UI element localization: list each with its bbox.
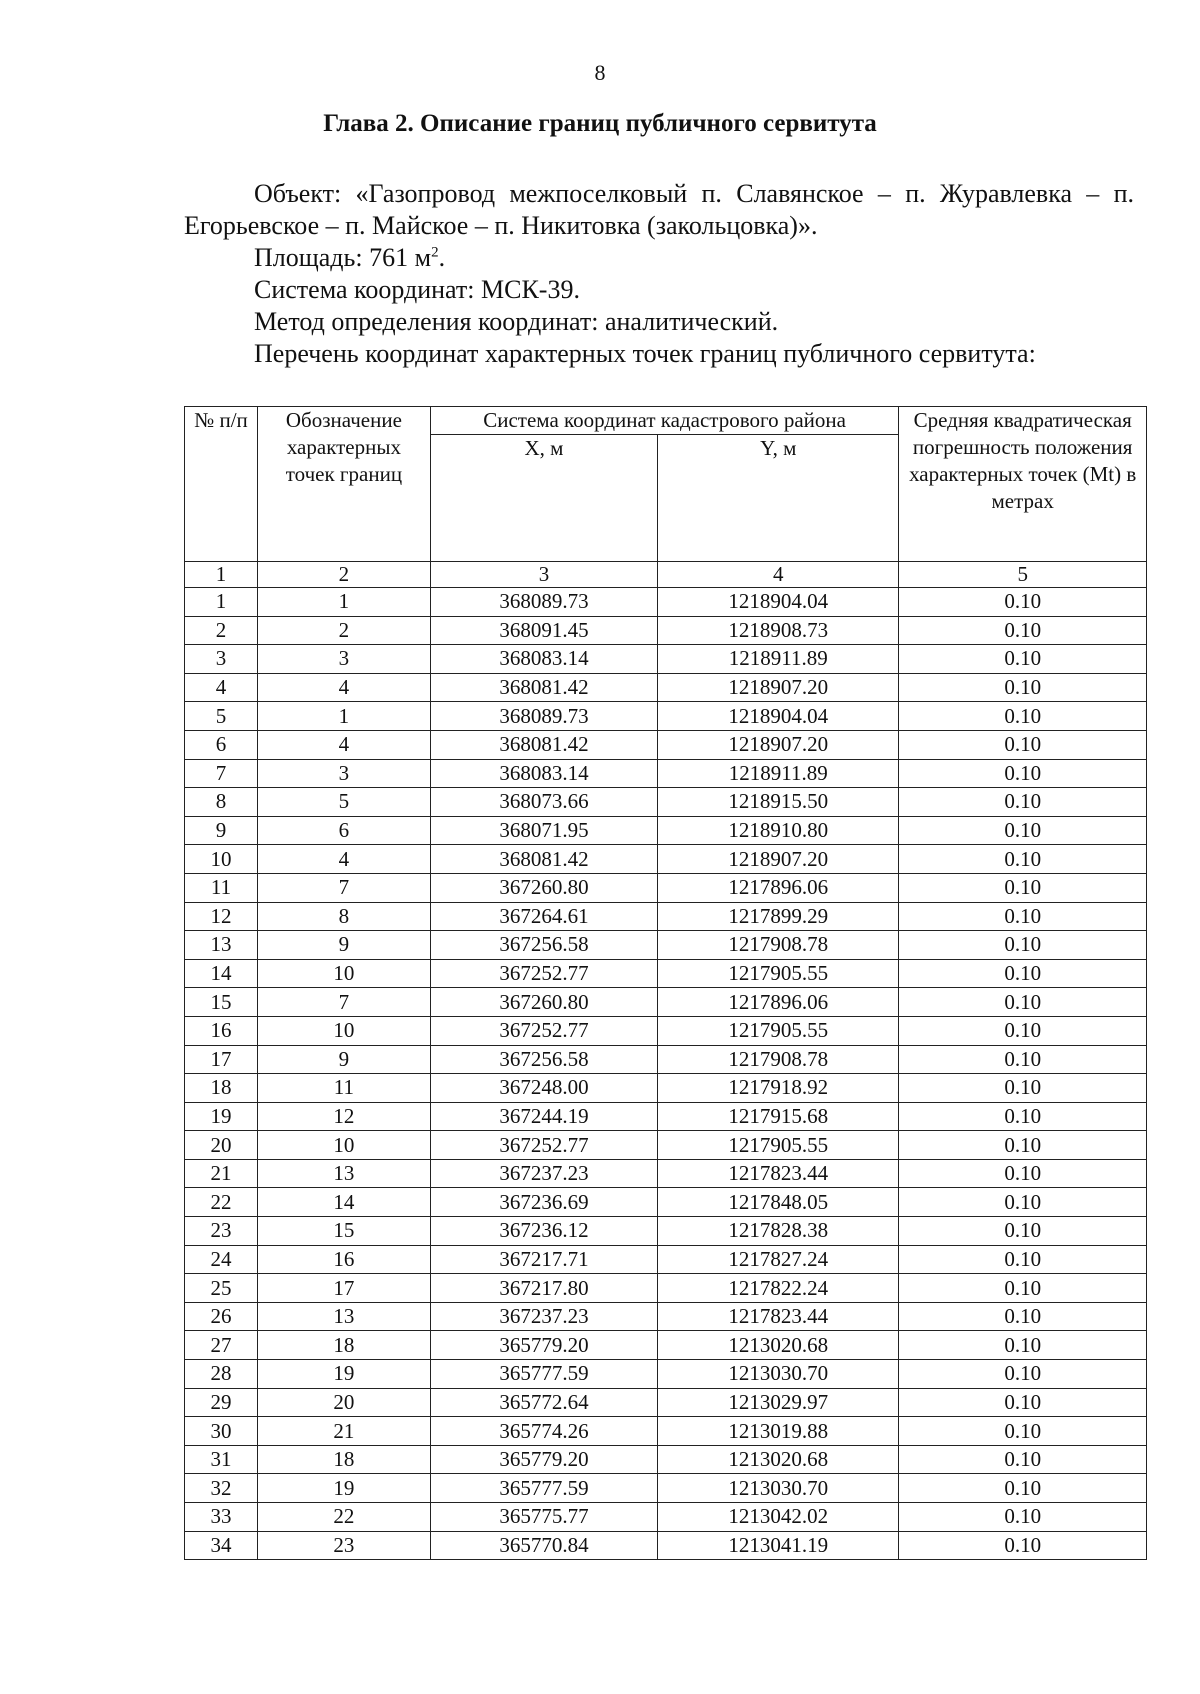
cell-error: 0.10	[899, 931, 1147, 960]
cell-num: 21	[185, 1159, 258, 1188]
cell-y: 1213029.97	[658, 1388, 899, 1417]
cell-point: 14	[258, 1188, 431, 1217]
cell-error: 0.10	[899, 1474, 1147, 1503]
cell-x: 368071.95	[430, 816, 657, 845]
cell-error: 0.10	[899, 1217, 1147, 1246]
object-description	[184, 178, 1134, 370]
cell-num: 5	[185, 702, 258, 731]
cell-point: 20	[258, 1388, 431, 1417]
table-row	[185, 1016, 1147, 1045]
cell-error: 0.10	[899, 1274, 1147, 1303]
area-label: Площадь: 761 м	[254, 243, 432, 272]
column-number: 1	[185, 562, 258, 588]
cell-num: 1	[185, 588, 258, 617]
cell-point: 4	[258, 673, 431, 702]
cell-y: 1217905.55	[658, 959, 899, 988]
cell-y: 1217896.06	[658, 988, 899, 1017]
table-row	[185, 616, 1147, 645]
table-row	[185, 730, 1147, 759]
cell-y: 1217828.38	[658, 1217, 899, 1246]
page-number: 8	[594, 60, 606, 85]
cell-x: 368081.42	[430, 730, 657, 759]
table-row	[185, 1360, 1147, 1389]
cell-error: 0.10	[899, 1045, 1147, 1074]
cell-y: 1217823.44	[658, 1302, 899, 1331]
coord-system-line: Система координат: МСК-39.	[254, 275, 580, 304]
cell-y: 1217908.78	[658, 931, 899, 960]
cell-num: 26	[185, 1302, 258, 1331]
cell-error: 0.10	[899, 702, 1147, 731]
cell-point: 19	[258, 1474, 431, 1503]
cell-error: 0.10	[899, 1445, 1147, 1474]
table-row	[185, 1474, 1147, 1503]
cell-point: 3	[258, 759, 431, 788]
table-row	[185, 816, 1147, 845]
cell-y: 1218911.89	[658, 645, 899, 674]
cell-x: 365777.59	[430, 1474, 657, 1503]
cell-error: 0.10	[899, 1131, 1147, 1160]
cell-num: 29	[185, 1388, 258, 1417]
table-row	[185, 788, 1147, 817]
cell-x: 367260.80	[430, 873, 657, 902]
list-heading: Перечень координат характерных точек границ публичного сервитута:	[254, 339, 1036, 368]
cell-point: 2	[258, 616, 431, 645]
cell-point: 1	[258, 702, 431, 731]
cell-num: 16	[185, 1016, 258, 1045]
cell-y: 1217918.92	[658, 1074, 899, 1103]
table-row	[185, 588, 1147, 617]
cell-error: 0.10	[899, 788, 1147, 817]
cell-num: 33	[185, 1503, 258, 1532]
table-row	[185, 1445, 1147, 1474]
cell-point: 18	[258, 1445, 431, 1474]
cell-point: 7	[258, 873, 431, 902]
method-line: Метод определения координат: аналитический.	[254, 307, 779, 336]
cell-x: 368089.73	[430, 702, 657, 731]
table-row	[185, 1217, 1147, 1246]
cell-num: 10	[185, 845, 258, 874]
cell-num: 11	[185, 873, 258, 902]
cell-point: 3	[258, 645, 431, 674]
header-error: Средняя квадратическая погрешность положения характерных точек (Mt) в метрах	[899, 407, 1147, 562]
table-row	[185, 1045, 1147, 1074]
cell-error: 0.10	[899, 616, 1147, 645]
cell-y: 1217827.24	[658, 1245, 899, 1274]
cell-y: 1218907.20	[658, 730, 899, 759]
cell-x: 367236.69	[430, 1188, 657, 1217]
coordinates-table	[184, 406, 1147, 1560]
table-row	[185, 1074, 1147, 1103]
table-row	[185, 759, 1147, 788]
cell-point: 12	[258, 1102, 431, 1131]
cell-y: 1217848.05	[658, 1188, 899, 1217]
cell-x: 365779.20	[430, 1445, 657, 1474]
cell-error: 0.10	[899, 1159, 1147, 1188]
cell-point: 10	[258, 959, 431, 988]
table-row	[185, 1188, 1147, 1217]
cell-error: 0.10	[899, 1360, 1147, 1389]
cell-x: 367252.77	[430, 1016, 657, 1045]
header-x: X, м	[430, 435, 657, 562]
cell-x: 368083.14	[430, 645, 657, 674]
cell-point: 13	[258, 1159, 431, 1188]
cell-point: 6	[258, 816, 431, 845]
cell-num: 31	[185, 1445, 258, 1474]
cell-error: 0.10	[899, 673, 1147, 702]
cell-y: 1213019.88	[658, 1417, 899, 1446]
header-y: Y, м	[658, 435, 899, 562]
cell-y: 1213030.70	[658, 1360, 899, 1389]
cell-num: 24	[185, 1245, 258, 1274]
cell-x: 365772.64	[430, 1388, 657, 1417]
cell-x: 368073.66	[430, 788, 657, 817]
table-row	[185, 1331, 1147, 1360]
table-row	[185, 1302, 1147, 1331]
cell-y: 1218915.50	[658, 788, 899, 817]
column-number: 4	[658, 562, 899, 588]
cell-x: 367256.58	[430, 931, 657, 960]
table-row	[185, 1245, 1147, 1274]
cell-point: 13	[258, 1302, 431, 1331]
table-row	[185, 702, 1147, 731]
cell-x: 367236.12	[430, 1217, 657, 1246]
cell-num: 25	[185, 1274, 258, 1303]
cell-error: 0.10	[899, 1016, 1147, 1045]
cell-num: 9	[185, 816, 258, 845]
cell-x: 367244.19	[430, 1102, 657, 1131]
table-header-row	[185, 407, 1147, 435]
cell-error: 0.10	[899, 1531, 1147, 1560]
cell-y: 1213042.02	[658, 1503, 899, 1532]
cell-x: 365770.84	[430, 1531, 657, 1560]
cell-y: 1217905.55	[658, 1016, 899, 1045]
cell-x: 368081.42	[430, 845, 657, 874]
table-row	[185, 1131, 1147, 1160]
header-system: Система координат кадастрового района	[430, 407, 899, 435]
cell-num: 28	[185, 1360, 258, 1389]
cell-num: 17	[185, 1045, 258, 1074]
table-row	[185, 988, 1147, 1017]
table-body	[185, 588, 1147, 1560]
cell-num: 7	[185, 759, 258, 788]
cell-error: 0.10	[899, 1331, 1147, 1360]
table-row	[185, 1388, 1147, 1417]
cell-y: 1217905.55	[658, 1131, 899, 1160]
cell-y: 1218907.20	[658, 845, 899, 874]
cell-x: 365775.77	[430, 1503, 657, 1532]
cell-num: 20	[185, 1131, 258, 1160]
column-number: 2	[258, 562, 431, 588]
header-num: № п/п	[185, 407, 258, 562]
cell-num: 4	[185, 673, 258, 702]
cell-x: 367256.58	[430, 1045, 657, 1074]
table-row	[185, 1159, 1147, 1188]
cell-num: 12	[185, 902, 258, 931]
cell-y: 1213030.70	[658, 1474, 899, 1503]
table-row	[185, 673, 1147, 702]
cell-num: 13	[185, 931, 258, 960]
cell-y: 1217908.78	[658, 1045, 899, 1074]
cell-num: 15	[185, 988, 258, 1017]
cell-error: 0.10	[899, 1074, 1147, 1103]
table-row	[185, 873, 1147, 902]
table-row	[185, 1274, 1147, 1303]
cell-x: 367217.80	[430, 1274, 657, 1303]
cell-y: 1217899.29	[658, 902, 899, 931]
cell-y: 1213041.19	[658, 1531, 899, 1560]
cell-error: 0.10	[899, 645, 1147, 674]
cell-point: 19	[258, 1360, 431, 1389]
table-row	[185, 645, 1147, 674]
cell-y: 1218908.73	[658, 616, 899, 645]
cell-y: 1218904.04	[658, 702, 899, 731]
cell-error: 0.10	[899, 588, 1147, 617]
cell-x: 367237.23	[430, 1302, 657, 1331]
cell-num: 2	[185, 616, 258, 645]
cell-error: 0.10	[899, 1188, 1147, 1217]
cell-num: 8	[185, 788, 258, 817]
cell-point: 9	[258, 931, 431, 960]
cell-x: 368089.73	[430, 588, 657, 617]
cell-point: 16	[258, 1245, 431, 1274]
cell-error: 0.10	[899, 1245, 1147, 1274]
cell-error: 0.10	[899, 1417, 1147, 1446]
cell-y: 1213020.68	[658, 1331, 899, 1360]
cell-num: 6	[185, 730, 258, 759]
cell-error: 0.10	[899, 759, 1147, 788]
cell-point: 11	[258, 1074, 431, 1103]
cell-num: 19	[185, 1102, 258, 1131]
cell-point: 5	[258, 788, 431, 817]
cell-error: 0.10	[899, 873, 1147, 902]
cell-x: 367217.71	[430, 1245, 657, 1274]
cell-x: 365774.26	[430, 1417, 657, 1446]
cell-y: 1217915.68	[658, 1102, 899, 1131]
cell-error: 0.10	[899, 1503, 1147, 1532]
table-row	[185, 1102, 1147, 1131]
cell-y: 1217822.24	[658, 1274, 899, 1303]
cell-error: 0.10	[899, 1388, 1147, 1417]
area-tail: .	[438, 243, 446, 272]
cell-x: 367264.61	[430, 902, 657, 931]
cell-num: 32	[185, 1474, 258, 1503]
cell-error: 0.10	[899, 902, 1147, 931]
cell-point: 4	[258, 730, 431, 759]
cell-x: 368083.14	[430, 759, 657, 788]
table-row	[185, 845, 1147, 874]
cell-y: 1218904.04	[658, 588, 899, 617]
table-row	[185, 959, 1147, 988]
cell-x: 367248.00	[430, 1074, 657, 1103]
cell-y: 1213020.68	[658, 1445, 899, 1474]
cell-x: 365777.59	[430, 1360, 657, 1389]
header-point: Обозначение характерных точек границ	[258, 407, 431, 562]
column-number-row	[185, 562, 1147, 588]
cell-point: 18	[258, 1331, 431, 1360]
table-row	[185, 902, 1147, 931]
cell-point: 1	[258, 588, 431, 617]
cell-num: 3	[185, 645, 258, 674]
cell-x: 365779.20	[430, 1331, 657, 1360]
cell-num: 14	[185, 959, 258, 988]
column-number: 3	[430, 562, 657, 588]
cell-y: 1217896.06	[658, 873, 899, 902]
cell-num: 23	[185, 1217, 258, 1246]
cell-error: 0.10	[899, 1102, 1147, 1131]
object-line: Объект: «Газопровод межпоселковый п. Славянское – п. Журавлевка – п. Егорьевское – п. Майское – п. Никитовка (закольцовка)».	[184, 179, 1134, 240]
cell-num: 27	[185, 1331, 258, 1360]
cell-error: 0.10	[899, 816, 1147, 845]
cell-x: 368091.45	[430, 616, 657, 645]
cell-point: 21	[258, 1417, 431, 1446]
cell-num: 22	[185, 1188, 258, 1217]
cell-point: 9	[258, 1045, 431, 1074]
table-row	[185, 1417, 1147, 1446]
cell-x: 367237.23	[430, 1159, 657, 1188]
cell-x: 368081.42	[430, 673, 657, 702]
chapter-title: Глава 2. Описание границ публичного сервитута	[323, 110, 877, 137]
table-row	[185, 931, 1147, 960]
cell-point: 7	[258, 988, 431, 1017]
cell-y: 1217823.44	[658, 1159, 899, 1188]
cell-error: 0.10	[899, 959, 1147, 988]
table-row	[185, 1531, 1147, 1560]
cell-x: 367252.77	[430, 959, 657, 988]
cell-point: 22	[258, 1503, 431, 1532]
cell-point: 23	[258, 1531, 431, 1560]
cell-error: 0.10	[899, 845, 1147, 874]
cell-point: 15	[258, 1217, 431, 1246]
cell-num: 18	[185, 1074, 258, 1103]
table-row	[185, 1503, 1147, 1532]
cell-num: 30	[185, 1417, 258, 1446]
area-superscript: 2	[431, 244, 439, 261]
cell-y: 1218910.80	[658, 816, 899, 845]
column-number: 5	[899, 562, 1147, 588]
cell-error: 0.10	[899, 1302, 1147, 1331]
area-line	[184, 242, 1134, 274]
cell-error: 0.10	[899, 730, 1147, 759]
cell-x: 367260.80	[430, 988, 657, 1017]
cell-x: 367252.77	[430, 1131, 657, 1160]
cell-num: 34	[185, 1531, 258, 1560]
cell-error: 0.10	[899, 988, 1147, 1017]
cell-point: 17	[258, 1274, 431, 1303]
cell-point: 8	[258, 902, 431, 931]
cell-point: 4	[258, 845, 431, 874]
cell-point: 10	[258, 1131, 431, 1160]
cell-y: 1218911.89	[658, 759, 899, 788]
cell-point: 10	[258, 1016, 431, 1045]
cell-y: 1218907.20	[658, 673, 899, 702]
